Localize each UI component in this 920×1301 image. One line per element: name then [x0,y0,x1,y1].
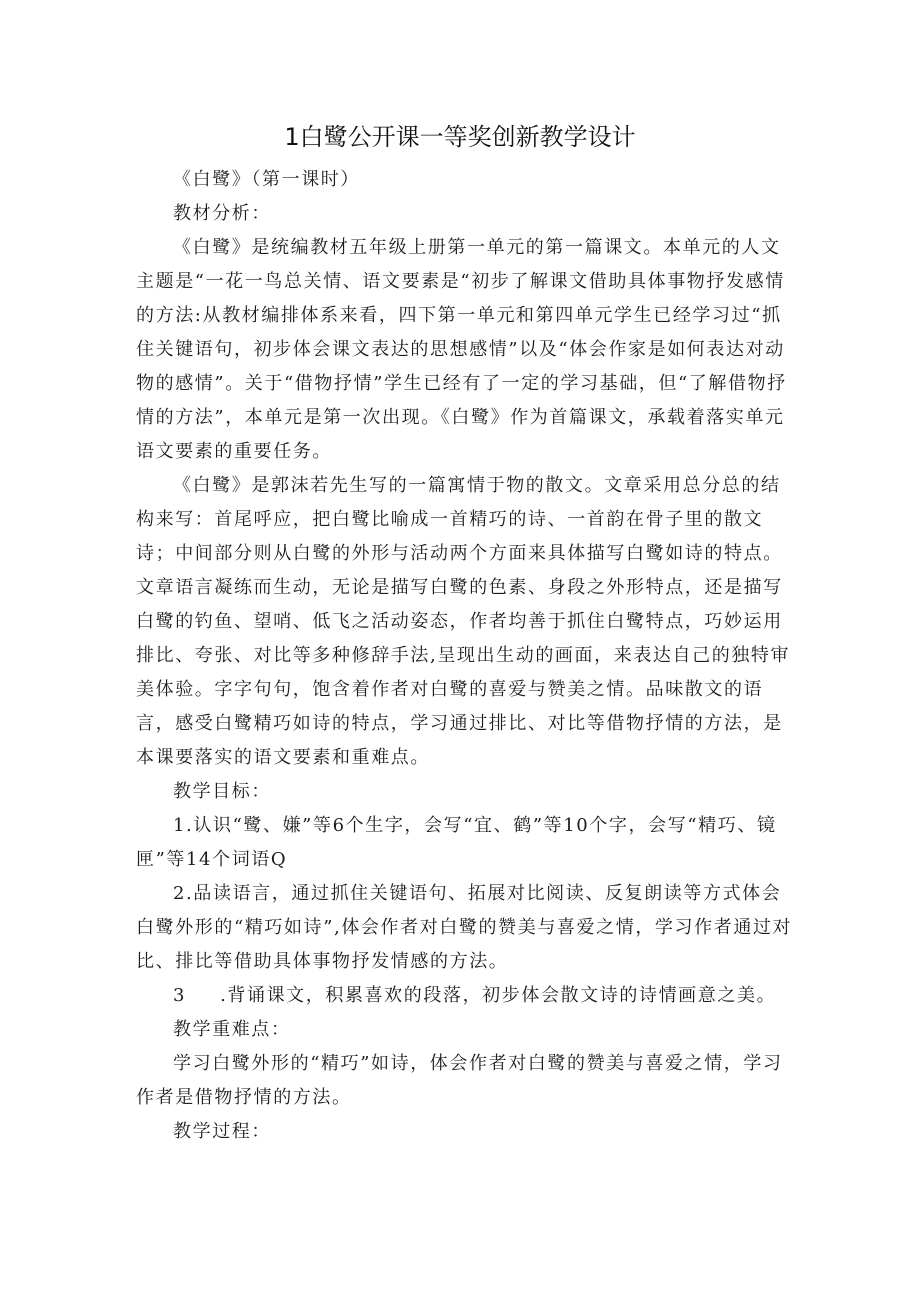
goal-item-1: 1.认识“鹭、嫌”等6个生字，会写“宜、鹤”等10个字，会写“精巧、镜匣”等14个词语Q [136,815,777,870]
document-body [136,163,796,1149]
section-heading-analysis: 教材分析： [173,203,271,224]
section-heading-goals: 教学目标： [173,781,271,802]
document-title: 1白鹭公开课一等奖创新教学设计 [284,123,636,151]
goal-item-2: 2.品读语言，通过抓住关键语句、拓展对比阅读、反复朗读等方式体会白鹭外形的“精巧如诗”,体会作者对白鹭的赞美与喜爱之情，学习作者通过对比、排比等借助具体事物抒发情感的方法。 [136,883,793,972]
goal-item-3-text: .背诵课文，积累喜欢的段落，初步体会散文诗的诗情画意之美。 [220,985,777,1006]
goal-item-3 [136,979,796,1013]
analysis-paragraph-1: 《白鹭》是统编教材五年级上册第一单元的第一篇课文。本单元的人文主题是“一花一鸟总关情、语文要素是“初步了解课文借助具体事物抒发感情的方法:从教材编排体系来看，四下第一单元和第四单元学生已经学习过“抓住关键语句，初步体会课文表达的思想感情”以及“体会作家是如何表达对动物的感情”。关于“借物抒情”学生已经有了一定的学习基础，但“了解借物抒情的方法”，本单元是第一次出现。《白鹭》作为首篇课文，承载着落实单元语文要素的重要任务。 [136,237,787,462]
section-heading-key-points: 教学重难点： [173,1019,291,1040]
key-points-paragraph: 学习白鹭外形的“精巧”如诗，体会作者对白鹭的赞美与喜爱之情，学习作者是借物抒情的方法。 [136,1053,783,1108]
section-heading-process: 教学过程： [173,1121,271,1142]
analysis-paragraph-2: 《白鹭》是郭沫若先生写的一篇寓情于物的散文。文章采用总分总的结构来写：首尾呼应，把白鹭比喻成一首精巧的诗、一首韵在骨子里的散文诗；中间部分则从白鹭的外形与活动两个方面来具体描写白鹭如诗的特点。文章语言凝练而生动，无论是描写白鹭的色素、身段之外形特点，还是描写白鹭的钓鱼、望哨、低飞之活动姿态，作者均善于抓住白鹭特点，巧妙运用排比、夸张、对比等多种修辞手法,呈现出生动的画面，来表达自己的独特审美体验。字字句句，饱含着作者对白鹭的喜爱与赞美之情。品味散文的语言，感受白鹭精巧如诗的特点，学习通过排比、对比等借物抒情的方法，是本课要落实的语文要素和重难点。 [136,475,791,768]
goal-item-3-number: 3 [173,985,187,1006]
lesson-subtitle: 《白鹭》（第一课时） [173,169,360,190]
